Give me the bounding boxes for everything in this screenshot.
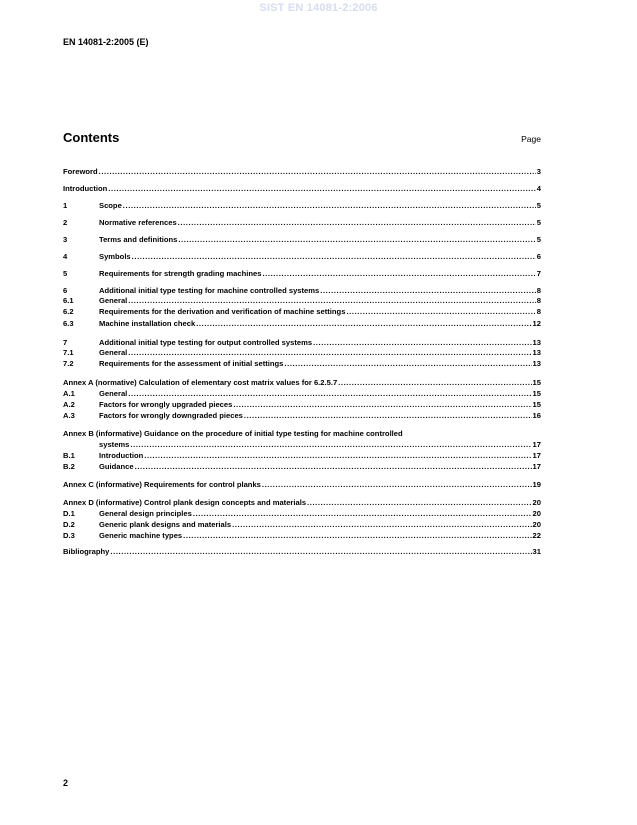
toc-entry-scope[interactable]	[63, 200, 541, 211]
toc-entry-6-2[interactable]	[63, 306, 541, 317]
toc-entry-foreword[interactable]	[63, 166, 541, 177]
toc-entry-title: General	[99, 389, 128, 398]
toc-entry-number: 6.2	[63, 307, 74, 316]
toc-entry-6-3[interactable]	[63, 318, 541, 329]
toc-entry-page: 7	[536, 269, 541, 278]
toc-entry-page: 20	[532, 509, 541, 518]
toc-entry-page: 19	[532, 480, 541, 489]
toc-entry-a-2[interactable]	[63, 399, 541, 410]
toc-entry-title: Requirements for the derivation and verification of machine settings	[99, 307, 346, 316]
toc-entry-title: Bibliography	[63, 547, 110, 556]
toc-entry-a-1[interactable]	[63, 388, 541, 399]
toc-entry-page: 15	[532, 400, 541, 409]
toc-entry-title: Introduction	[99, 451, 144, 460]
toc-entry-page: 16	[532, 411, 541, 420]
toc-entry-title: General	[99, 348, 128, 357]
toc-entry-b-2[interactable]	[63, 461, 541, 472]
toc-entry-number: 6.1	[63, 296, 74, 305]
toc-entry-title: Requirements for strength grading machines	[99, 269, 262, 278]
toc-entry-page: 31	[532, 547, 541, 556]
toc-entry-annex-b[interactable]	[63, 428, 541, 439]
page-column-label: Page	[521, 134, 541, 144]
toc-entry-number: 2	[63, 218, 68, 227]
toc-entry-number: 4	[63, 252, 68, 261]
toc-entry-d-1[interactable]	[63, 508, 541, 519]
toc-entry-number: 7	[63, 338, 68, 347]
toc-entry-title: Machine installation check	[99, 319, 196, 328]
toc-entry-title: Annex D (informative) Control plank design concepts and materials	[63, 498, 307, 507]
toc-entry-page: 17	[532, 451, 541, 460]
toc-entry-title: Annex B (informative) Guidance on the procedure of initial type testing for machine controlled	[63, 429, 403, 438]
toc-entry-title: Guidance	[99, 462, 134, 471]
toc-entry-number: D.3	[63, 531, 75, 540]
toc-entry-page: 13	[532, 348, 541, 357]
toc-entry-page: 8	[536, 286, 541, 295]
toc-entry-number: 7.1	[63, 348, 74, 357]
toc-entry-introduction[interactable]	[63, 183, 541, 194]
toc-entry-d-2[interactable]	[63, 519, 541, 530]
toc-entry-page: 4	[536, 184, 541, 193]
toc-entry-number: 5	[63, 269, 68, 278]
toc-entry-number: B.2	[63, 462, 75, 471]
toc-entry-number: 6.3	[63, 319, 74, 328]
toc-entry-page: 6	[536, 252, 541, 261]
toc-entry-page: 3	[536, 167, 541, 176]
toc-entry-page: 8	[536, 296, 541, 305]
toc-entry-terms-definitions[interactable]	[63, 234, 541, 245]
toc-entry-page: 8	[536, 307, 541, 316]
toc-entry-page: 20	[532, 498, 541, 507]
toc-entry-page: 13	[532, 338, 541, 347]
toc-entry-annex-d[interactable]	[63, 497, 541, 508]
toc-entry-b-1[interactable]	[63, 450, 541, 461]
toc-entry-number: 3	[63, 235, 68, 244]
toc-entry-title: Generic plank designs and materials	[99, 520, 232, 529]
toc-entry-title: Normative references	[99, 218, 177, 227]
toc-entry-page: 17	[532, 462, 541, 471]
toc-entry-page: 12	[532, 319, 541, 328]
toc-entry-title: Additional initial type testing for output controlled systems	[99, 338, 313, 347]
toc-entry-page: 5	[536, 235, 541, 244]
toc-entry-title: Annex A (normative) Calculation of elementary cost matrix values for 6.2.5.7	[63, 378, 338, 387]
toc-entry-6-1[interactable]	[63, 295, 541, 306]
toc-entry-title: Introduction	[63, 184, 108, 193]
toc-entry-page: 17	[532, 440, 541, 449]
toc-entry-title: Factors for wrongly downgraded pieces	[99, 411, 243, 420]
toc-entry-requirements-machines[interactable]	[63, 268, 541, 279]
toc-entry-7-2[interactable]	[63, 358, 541, 369]
toc-entry-a-3[interactable]	[63, 410, 541, 421]
toc-entry-number: 1	[63, 201, 68, 210]
toc-entry-page: 13	[532, 359, 541, 368]
toc-entry-annex-c[interactable]	[63, 479, 541, 490]
toc-entry-title: Annex C (informative) Requirements for control planks	[63, 480, 261, 489]
toc-entry-title: General	[99, 296, 128, 305]
toc-entry-title: Factors for wrongly upgraded pieces	[99, 400, 233, 409]
toc-entry-title: Foreword	[63, 167, 98, 176]
toc-entry-title: Additional initial type testing for machine controlled systems	[99, 286, 320, 295]
toc-entry-number: 6	[63, 286, 68, 295]
toc-entry-title: Requirements for the assessment of initial settings	[99, 359, 284, 368]
watermark: SIST EN 14081-2:2006	[259, 2, 378, 14]
toc-entry-title: Symbols	[99, 252, 131, 261]
document-id: EN 14081-2:2005 (E)	[63, 37, 149, 47]
toc-entry-number: 7.2	[63, 359, 74, 368]
toc-entry-number: A.1	[63, 389, 75, 398]
toc-entry-page: 20	[532, 520, 541, 529]
toc-entry-number: D.1	[63, 509, 75, 518]
toc-entry-page: 5	[536, 201, 541, 210]
toc-entry-symbols[interactable]	[63, 251, 541, 262]
toc-entry-annex-b-continuation[interactable]	[63, 439, 541, 450]
toc-entry-page: 5	[536, 218, 541, 227]
contents-title: Contents	[63, 130, 120, 145]
toc-entry-bibliography[interactable]	[63, 546, 541, 557]
toc-entry-number: A.2	[63, 400, 75, 409]
toc-entry-page: 15	[532, 378, 541, 387]
page-number: 2	[63, 778, 69, 788]
toc-entry-title: General design principles	[99, 509, 192, 518]
toc-entry-title: Scope	[99, 201, 122, 210]
toc-entry-annex-a[interactable]	[63, 377, 541, 388]
toc-entry-title: Terms and definitions	[99, 235, 178, 244]
toc-entry-number: B.1	[63, 451, 75, 460]
toc-entry-7-1[interactable]	[63, 347, 541, 358]
toc-entry-page: 15	[532, 389, 541, 398]
toc-entry-number: A.3	[63, 411, 75, 420]
toc-entry-d-3[interactable]	[63, 530, 541, 541]
toc-entry-normative-references[interactable]	[63, 217, 541, 228]
toc-entry-page: 22	[532, 531, 541, 540]
toc-entry-title: systems	[99, 440, 130, 449]
toc-entry-number: D.2	[63, 520, 75, 529]
toc-entry-title: Generic machine types	[99, 531, 183, 540]
